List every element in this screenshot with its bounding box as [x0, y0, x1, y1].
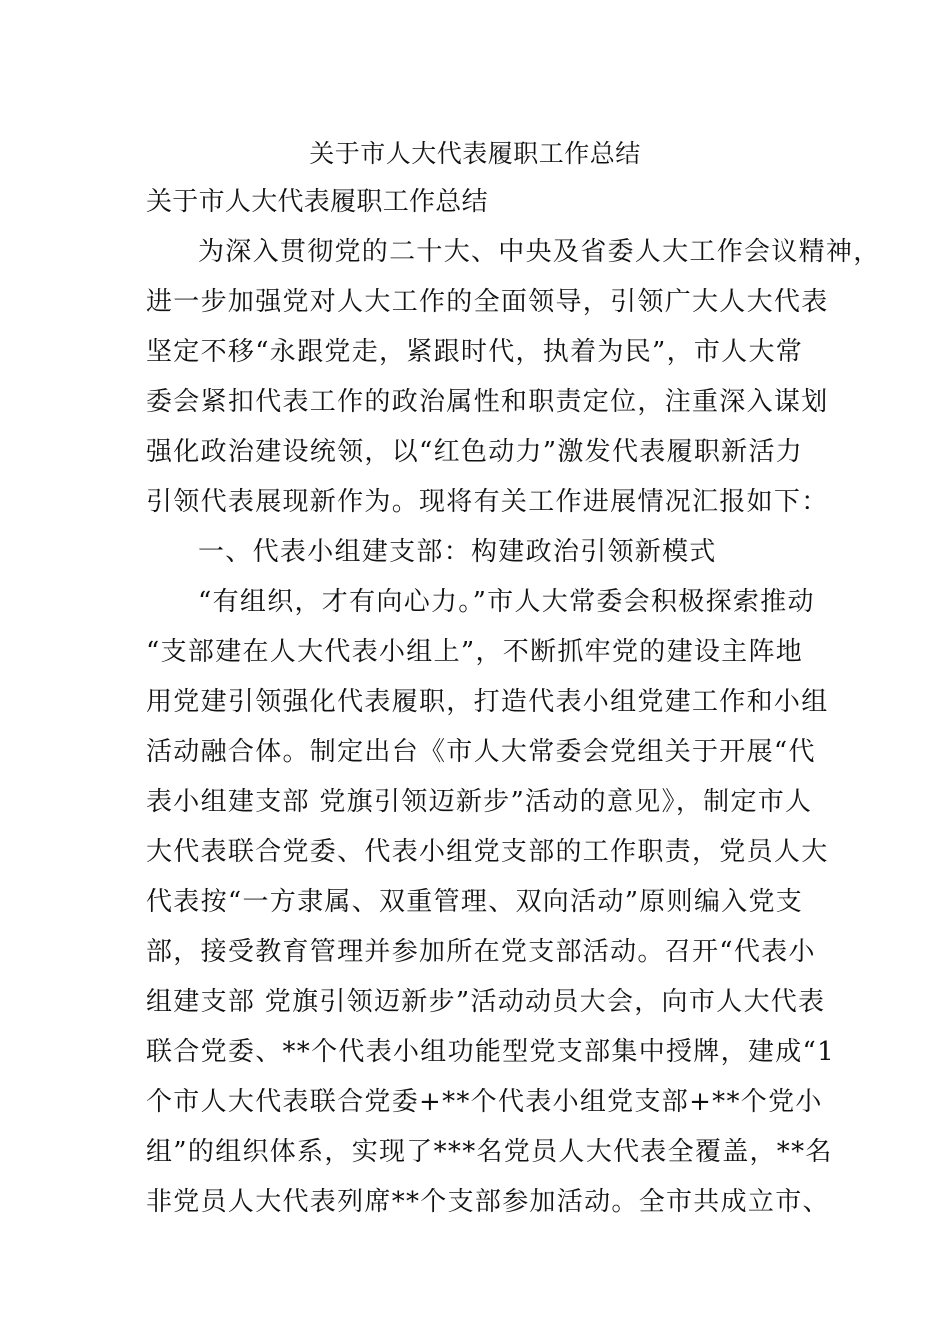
paragraph-line: “有组织，才有向心力。”市人大常委会积极探索推动: [198, 587, 815, 617]
paragraph-line: 组”的组织体系，实现了***名党员人大代表全覆盖，**名: [146, 1137, 833, 1167]
paragraph-line: 坚定不移“永跟党走，紧跟时代，执着为民”，市人大常: [146, 337, 804, 367]
paragraph-line: “支部建在人大代表小组上”，不断抓牢党的建设主阵地: [146, 637, 804, 667]
paragraph-line: 表小组建支部 党旗引领迈新步”活动的意见》，制定市人: [146, 787, 813, 817]
paragraph-line: 非党员人大代表列席**个支部参加活动。全市共成立市、: [146, 1187, 830, 1217]
paragraph-line: 强化政治建设统领，以“红色动力”激发代表履职新活力: [146, 437, 804, 467]
paragraph-line: 代表按“一方隶属、双重管理、双向活动”原则编入党支: [146, 887, 804, 917]
paragraph-line: 活动融合体。制定出台《市人大常委会党组关于开展“代: [146, 737, 816, 767]
section-heading: 一、代表小组建支部：构建政治引领新模式: [198, 537, 717, 567]
paragraph-line: 为深入贯彻党的二十大、中央及省委人大工作会议精神，: [198, 237, 881, 267]
document-subtitle: 关于市人大代表履职工作总结: [146, 187, 488, 217]
paragraph-line: 委会紧扣代表工作的政治属性和职责定位，注重深入谋划: [146, 387, 829, 417]
paragraph-line: 组建支部 党旗引领迈新步”活动动员大会，向市人大代表: [146, 987, 826, 1017]
document-title: 关于市人大代表履职工作总结: [309, 139, 641, 168]
paragraph-line: 引领代表展现新作为。现将有关工作进展情况汇报如下：: [146, 487, 829, 517]
paragraph-line: 部，接受教育管理并参加所在党支部活动。召开“代表小: [146, 937, 816, 967]
paragraph-line: 个市人大代表联合党委+**个代表小组党支部+**个党小: [146, 1087, 823, 1117]
paragraph-line: 进一步加强党对人大工作的全面领导，引领广大人大代表: [146, 287, 829, 317]
paragraph-line: 用党建引领强化代表履职，打造代表小组党建工作和小组: [146, 687, 829, 717]
paragraph-line: 大代表联合党委、代表小组党支部的工作职责，党员人大: [146, 837, 829, 867]
paragraph-line: 联合党委、**个代表小组功能型党支部集中授牌，建成“1: [146, 1037, 835, 1067]
